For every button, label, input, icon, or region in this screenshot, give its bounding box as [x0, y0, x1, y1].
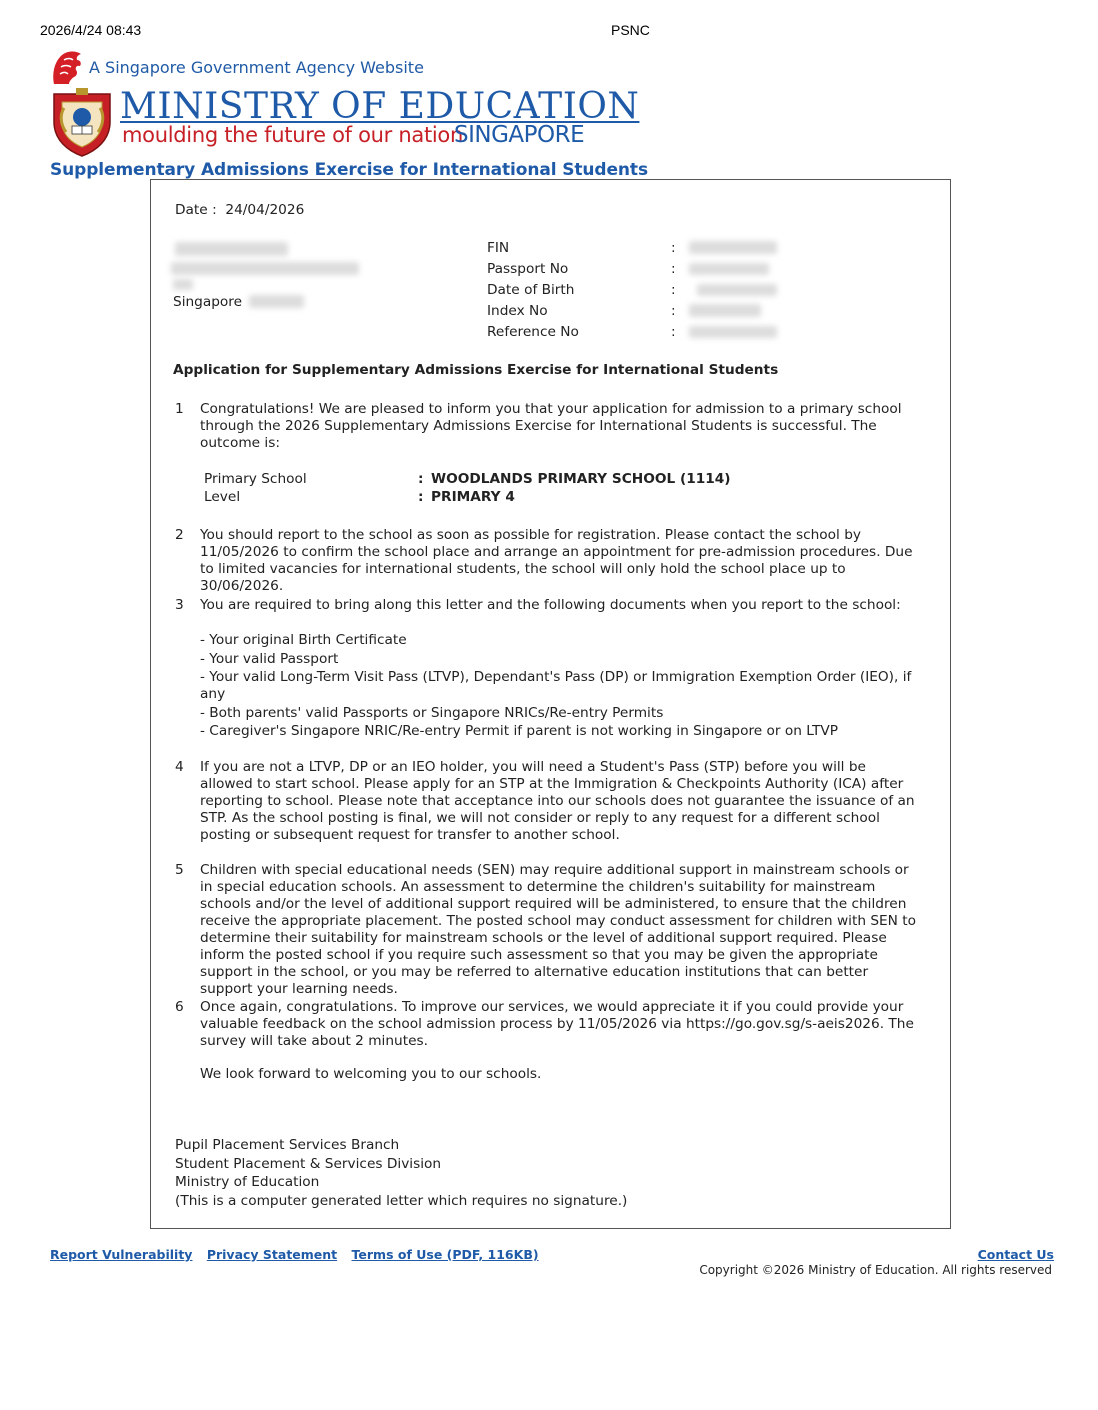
report-vulnerability-link[interactable]: Report Vulnerability	[50, 1247, 193, 1262]
list-item: - Your valid Long-Term Visit Pass (LTVP), Dependant's Pass (DP) or Immigration Exemption Order (IEO), if any	[200, 669, 912, 702]
closing-paragraph	[175, 1066, 921, 1083]
paragraph-number: 5	[175, 862, 184, 878]
signature-line: Student Placement & Services Division	[175, 1155, 442, 1172]
paragraph-3	[175, 597, 921, 614]
date-label: Date :	[175, 202, 217, 218]
moe-motto: moulding the future of our nation	[122, 123, 463, 147]
paragraph-number: 3	[175, 597, 184, 613]
paragraph-1	[175, 401, 921, 452]
paragraph-text: You should report to the school as soon as possible for registration. Please contact the school by 11/05/2026 to confirm the school place and arrange an appointment for pre-admission procedures. Due to limited vacancies for international students, the school will only hold the school place up to 30/06/2026.	[200, 527, 913, 594]
redacted-name	[175, 242, 288, 256]
print-datetime: 2026/4/24 08:43	[40, 22, 142, 38]
list-item: - Both parents' valid Passports or Singapore NRICs/Re-entry Permits	[200, 704, 664, 721]
date-value: 24/04/2026	[225, 202, 305, 218]
paragraph-2	[175, 527, 921, 595]
redacted-address-line	[173, 279, 193, 290]
address-city-label: Singapore	[173, 294, 243, 310]
signature-block	[175, 1137, 627, 1211]
redacted-fin	[689, 241, 777, 254]
contact-us-link[interactable]: Contact Us	[977, 1247, 1054, 1262]
closing-text: We look forward to welcoming you to our schools.	[200, 1066, 542, 1082]
paragraph-text: Children with special educational needs (SEN) may require additional support in mainstream schools or in special education schools. An assessment to determine the children's suitability for mainstream schools and/or the level of additional support required will be administered, to ensure that the children receive the appropriate placement. The posted school may conduct assessment for children with SEN to determine their suitability for mainstream schools or the level of additional support required. Please inform the posted school if you require such assessment so that you may be given the appropriate support in the school, or you may be referred to alternative education institutions that can better support your learning needs.	[200, 862, 917, 997]
redacted-address-line	[171, 262, 359, 275]
outcome-label: Level	[204, 489, 241, 505]
id-colon: :	[671, 261, 676, 277]
agency-banner-text: A Singapore Government Agency Website	[89, 58, 424, 77]
redacted-index	[689, 304, 761, 317]
paragraph-text: You are required to bring along this letter and the following documents when you report to the school:	[200, 597, 901, 613]
redacted-postal-code	[249, 295, 304, 308]
contact-area	[978, 1247, 1054, 1262]
list-item: - Your valid Passport	[200, 650, 339, 667]
id-colon: :	[671, 324, 676, 340]
moe-country: SINGAPORE	[454, 122, 585, 148]
print-title: PSNC	[611, 22, 650, 38]
merlion-icon	[50, 48, 84, 86]
id-label: Reference No	[487, 324, 579, 340]
paragraph-5	[175, 862, 921, 998]
address-city	[173, 294, 242, 311]
redacted-dob	[697, 284, 777, 296]
paragraph-4	[175, 759, 921, 844]
list-item: - Your original Birth Certificate	[200, 632, 407, 648]
letter-date	[175, 202, 304, 219]
paragraph-number: 6	[175, 999, 184, 1015]
terms-of-use-link[interactable]: Terms of Use (PDF, 116KB)	[351, 1247, 539, 1262]
paragraph-text: Congratulations! We are pleased to inform you that your application for admission to a primary school through the 2026 Supplementary Admissions Exercise for International Students is successful. The outcome is:	[200, 401, 902, 451]
redacted-passport	[689, 263, 769, 275]
page-title: Supplementary Admissions Exercise for International Students	[50, 160, 648, 180]
paragraph-text: If you are not a LTVP, DP or an IEO holder, you will need a Student's Pass (STP) before you will be allowed to start school. Please apply for an STP at the Immigration & Checkpoints Authority (ICA) after reporting to school. Please note that acceptance into our schools does not guarantee the issuance of an STP. As the school posting is final, we will not consider or reply to any request for a different school posting or subsequent request for transfer to another school.	[200, 759, 915, 843]
id-label: Index No	[487, 303, 548, 319]
letter	[150, 179, 951, 1229]
footer-links	[50, 1247, 549, 1262]
outcome-colon: :	[418, 471, 424, 487]
copyright: Copyright ©2026 Ministry of Education. All rights reserved	[699, 1263, 1052, 1277]
paragraph-text: Once again, congratulations. To improve our services, we would appreciate it if you could provide your valuable feedback on the school admission process by 11/05/2026 via https://go.gov.sg/s-aeis2026. The survey will take about 2 minutes.	[200, 999, 914, 1049]
paragraph-number: 2	[175, 527, 184, 543]
id-label: Passport No	[487, 261, 569, 277]
outcome-colon: :	[418, 489, 424, 505]
signature-line: Pupil Placement Services Branch	[175, 1137, 400, 1153]
signature-line: (This is a computer generated letter which requires no signature.)	[175, 1192, 628, 1209]
required-documents-list	[200, 632, 935, 742]
id-colon: :	[671, 282, 676, 298]
outcome-level: PRIMARY 4	[431, 489, 515, 505]
id-label: Date of Birth	[487, 282, 575, 298]
id-label: FIN	[487, 240, 510, 256]
signature-line: Ministry of Education	[175, 1174, 320, 1190]
paragraph-number: 1	[175, 401, 184, 417]
outcome-label: Primary School	[204, 471, 307, 487]
id-colon: :	[671, 240, 676, 256]
letter-subject: Application for Supplementary Admissions Exercise for International Students	[173, 362, 779, 378]
moe-crest-icon	[50, 88, 114, 158]
paragraph-6	[175, 999, 921, 1050]
redacted-reference	[689, 326, 777, 338]
moe-name: MINISTRY OF EDUCATION	[120, 86, 640, 127]
list-item: - Caregiver's Singapore NRIC/Re-entry Permit if parent is not working in Singapore or on LTVP	[200, 723, 839, 739]
outcome-school: WOODLANDS PRIMARY SCHOOL (1114)	[431, 471, 731, 487]
paragraph-number: 4	[175, 759, 184, 775]
privacy-statement-link[interactable]: Privacy Statement	[206, 1247, 338, 1262]
id-colon: :	[671, 303, 676, 319]
